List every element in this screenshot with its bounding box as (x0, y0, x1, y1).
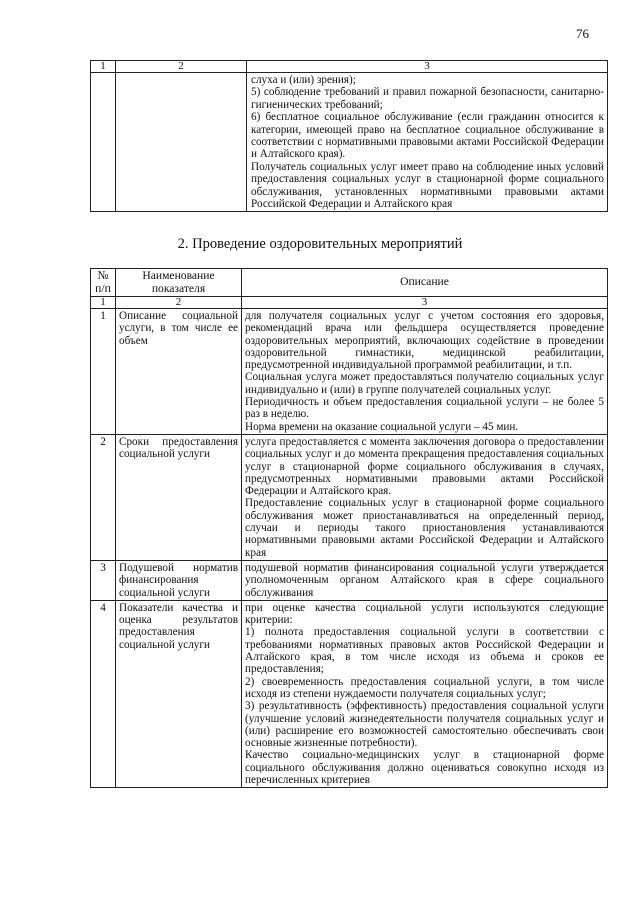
description-cell (242, 309, 608, 435)
header-number: № п/п (91, 269, 116, 297)
service-table (90, 268, 608, 788)
header-row (91, 269, 608, 297)
paragraph: Получатель социальных услуг имеет право на соблюдение иных условий предоставления социальных услуг в стационарной форме социального обслуживания, установленных нормативными правовыми актами Российской Федерации и Алтайского края (251, 160, 604, 211)
column-number: 2 (116, 297, 242, 309)
paragraph: Норма времени на оказание социальной услуги – 45 мин. (245, 420, 519, 433)
paragraph: Социальная услуга может предоставляться получателю социальных услуг индивидуально и (или) в группе получателей социальных услуг. (245, 371, 604, 396)
header-name: Наименование показателя (116, 269, 242, 297)
paragraph: для получателя социальных услуг с учетом состояния его здоровья, рекомендаций врача или фельдшера осуществляется проведение оздоровительных мероприятий, включающих содействие в проведении оздоровительной гимнастики, медицинской реабилитации, предусмотренной индивидуальной программой реабилитации, и т.п. (245, 310, 604, 372)
empty-cell (116, 73, 247, 212)
paragraph: при оценке качества социальной услуги используются следующие критерии: (245, 601, 604, 627)
column-number: 1 (91, 297, 116, 309)
header-description: Описание (242, 269, 608, 297)
indicator-name: Описание социальной услуги, в том числе ее объем (116, 309, 242, 435)
paragraph: 2) своевременность предоставления социальной услуги, в том числе исходя из степени нуждаемости получателя социальных услуг; (245, 675, 604, 700)
paragraph: 1) полнота предоставления социальной услуги в соответствии с требованиями нормативных правовых актов Российской Федерации и Алтайского края, в том числе исходя из объема и сроков ее предоставления; (245, 626, 604, 676)
column-number: 2 (116, 61, 247, 73)
paragraph: 3) результативность (эффективность) предоставления социальной услуги (улучшение условий жизнедеятельности получателя социальных услуг и (или) расширение его возможностей самостоятельно обеспечивать свои основные жизненные потребности). (245, 700, 604, 750)
table-row (91, 434, 608, 560)
description-cell (242, 434, 608, 560)
empty-cell (91, 73, 116, 212)
description-cell (247, 73, 608, 212)
table-row (91, 309, 608, 435)
paragraph: Предоставление социальных услуг в стационарной форме социального обслуживания может приостанавливаться на определенный период, случаи и периоды такого приостановления устанавливаются нормативными правовыми актами Российской Федерации и Алтайского края (245, 497, 604, 559)
indicator-name: Сроки предоставления социальной услуги (116, 434, 242, 560)
column-number-row (91, 61, 608, 73)
description-cell (242, 560, 608, 600)
paragraph: услуга предоставляется с момента заключения договора о предоставлении социальных услуг и до момента прекращения предоставления социальных услуг в стационарной форме социального обслуживания в случаях, предусмотренных нормативными правовыми актами Российской Федерации и Алтайского края. (245, 435, 604, 498)
paragraph: 5) соблюдение требований и правил пожарной безопасности, санитарно-гигиенических требований; (251, 86, 604, 111)
row-number: 4 (91, 600, 116, 787)
column-number: 3 (242, 297, 608, 309)
column-number: 3 (247, 61, 608, 73)
section-heading: 2. Проведение оздоровительных мероприятий (177, 236, 463, 252)
page-number: 76 (576, 26, 589, 41)
indicator-name: Подушевой норматив финансирования социальной услуги (116, 560, 242, 600)
paragraph: слуха и (или) зрения); (251, 74, 356, 86)
table-row (91, 73, 608, 212)
paragraph: Качество социально-медицинских услуг в стационарной форме социального обслуживания должно оцениваться совокупно исходя из перечисленных критериев (245, 749, 604, 786)
table-row (91, 560, 608, 600)
paragraph: 6) бесплатное социальное обслуживание (если гражданин относится к категории, имеющей право на бесплатное социальное обслуживание в соответствии с нормативными правовыми актами Российской Федерации и Алтайского края). (251, 111, 604, 161)
indicator-name: Показатели качества и оценка результатов предоставления социальной услуги (116, 600, 242, 787)
column-number: 1 (91, 61, 116, 73)
row-number: 1 (91, 309, 116, 435)
description-cell (242, 600, 608, 787)
continuation-table (90, 60, 608, 212)
column-number-row (91, 297, 608, 309)
paragraph: подушевой норматив финансирования социальной услуги утверждается уполномоченным органом Алтайского края в сфере социального обслуживания (245, 561, 604, 599)
row-number: 3 (91, 560, 116, 600)
row-number: 2 (91, 434, 116, 560)
paragraph: Периодичность и объем предоставления социальной услуги – не более 5 раз в неделю. (245, 396, 604, 421)
table-row (91, 600, 608, 787)
